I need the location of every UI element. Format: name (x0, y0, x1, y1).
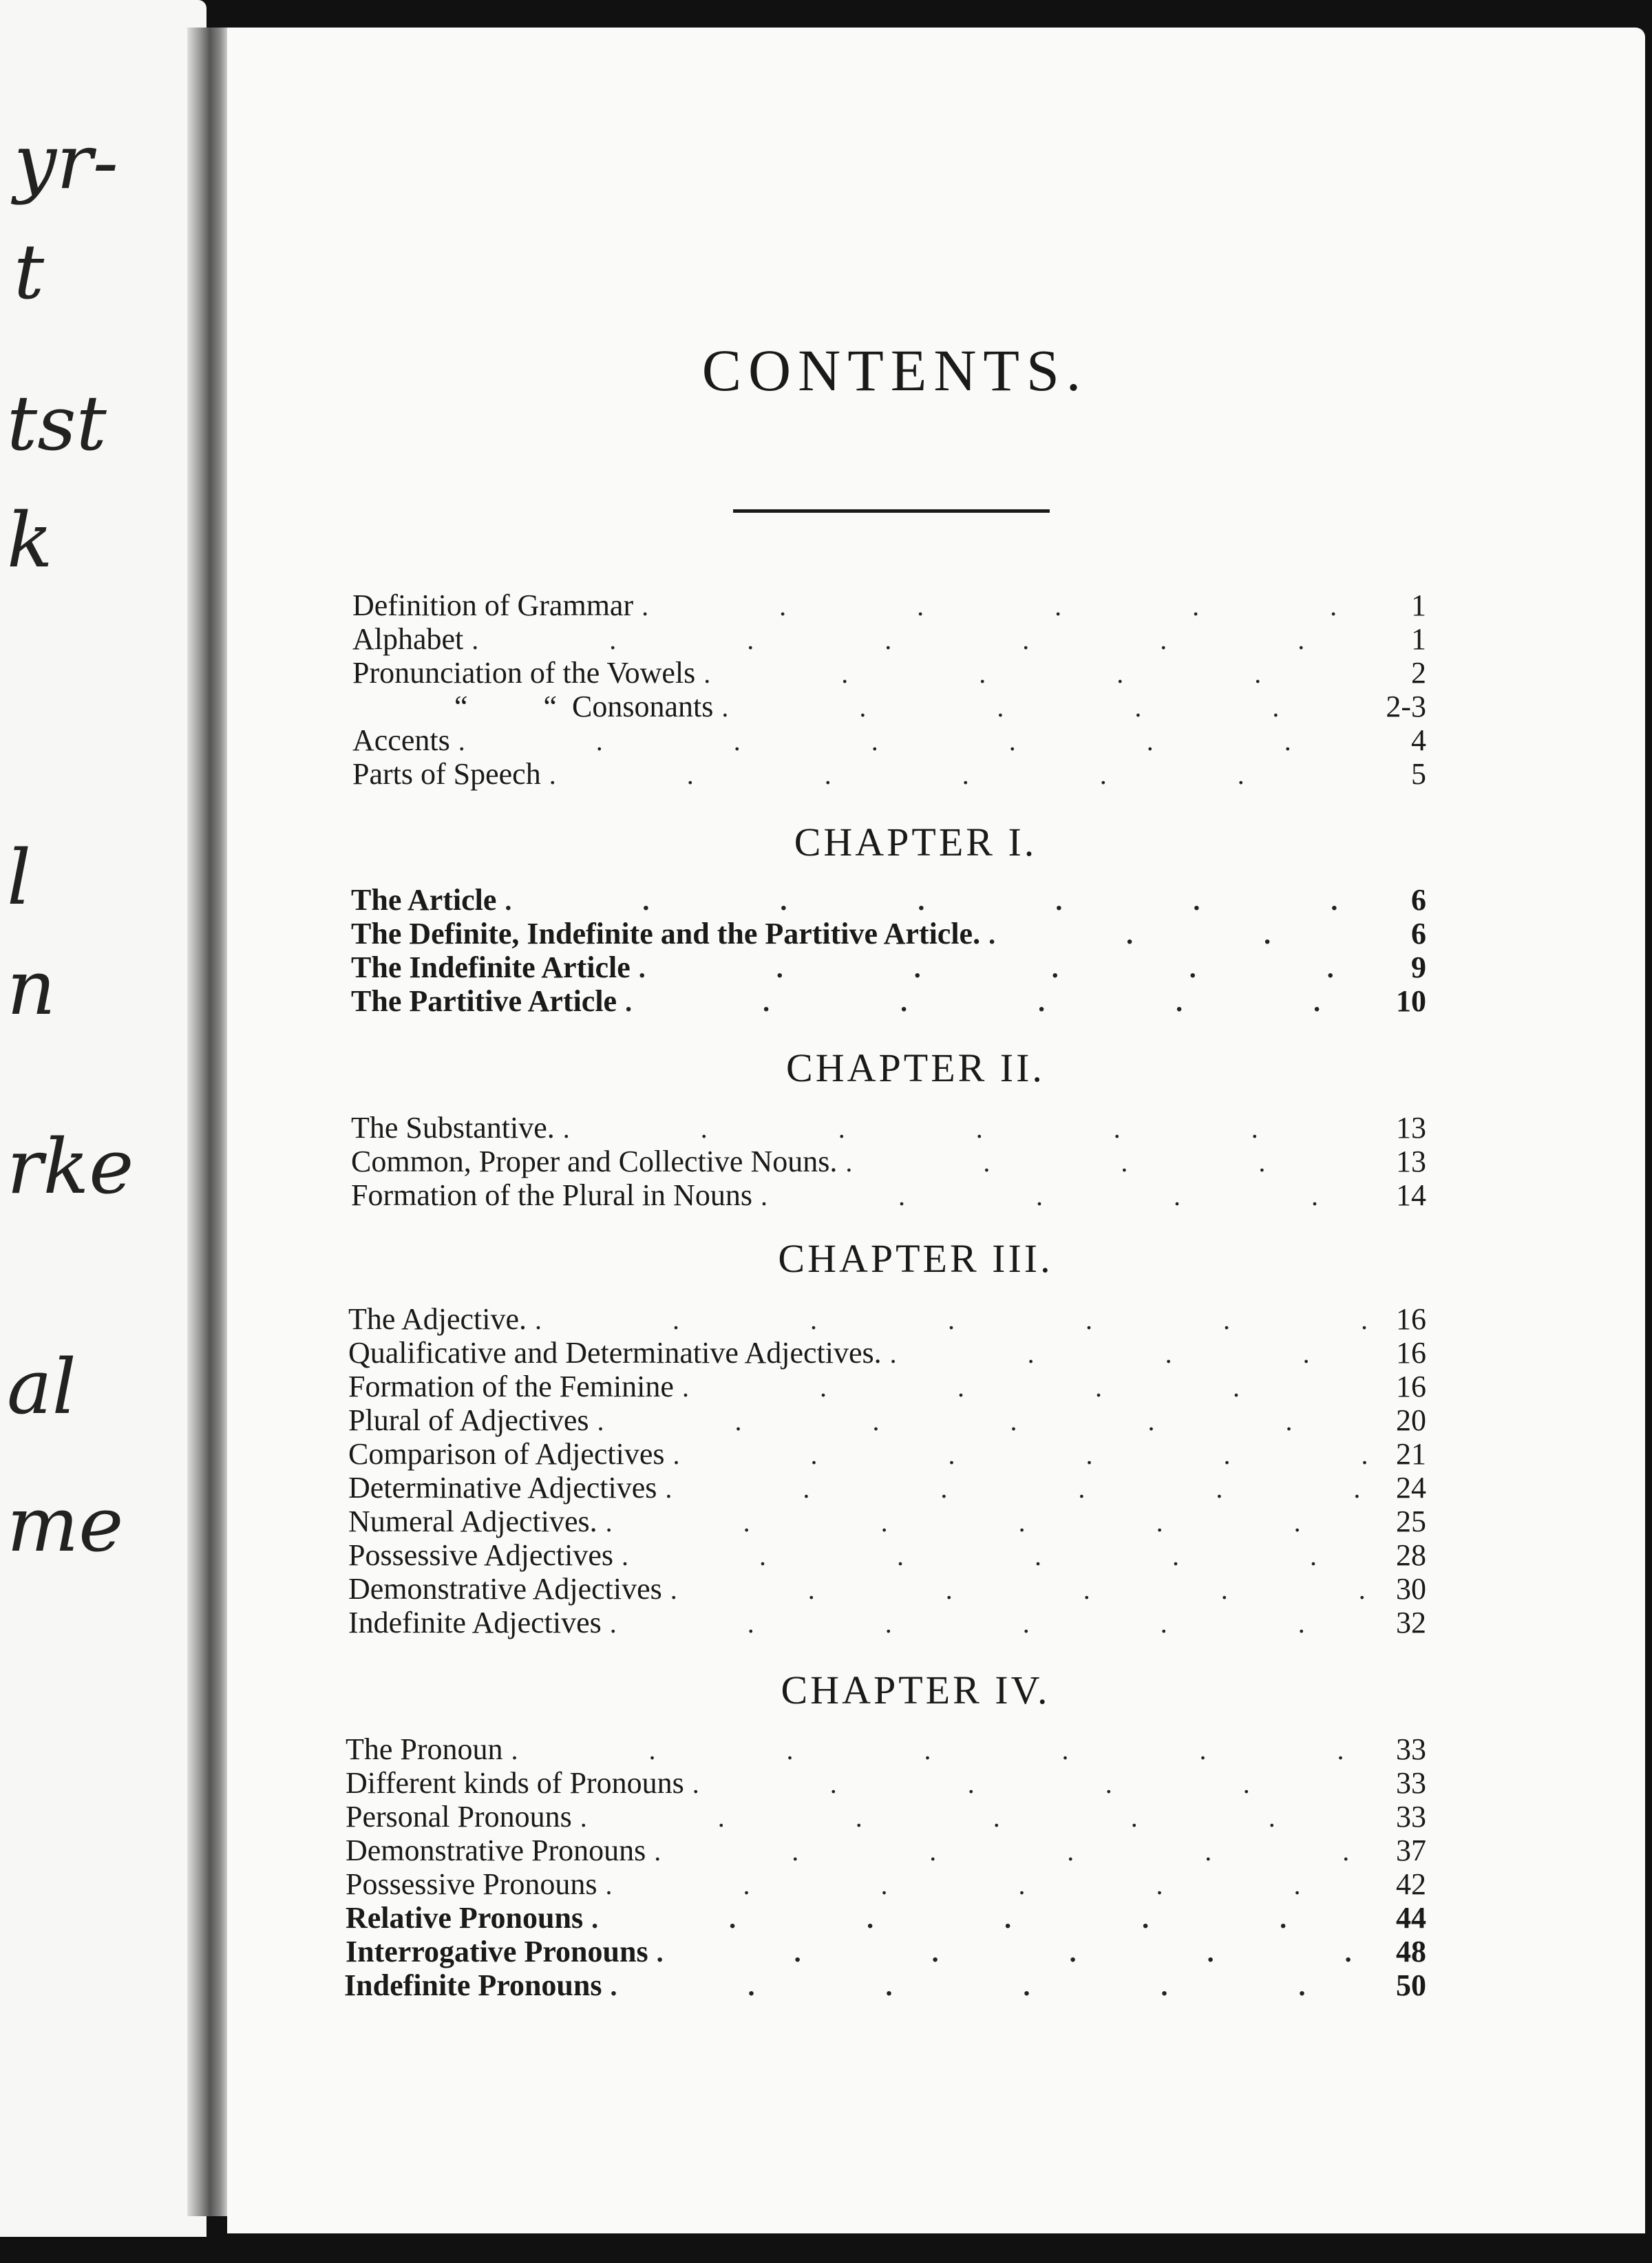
leader-dots (611, 1968, 1370, 2004)
toc-entry (351, 883, 1426, 917)
entry-label: The Substantive. (351, 1111, 555, 1145)
entry-page: 4 (1411, 723, 1426, 757)
entry-page: 24 (1396, 1471, 1426, 1505)
toc-entry (346, 1800, 1426, 1834)
entry-page: 16 (1396, 1370, 1426, 1403)
toc-entry (348, 1302, 1426, 1337)
entry-page: 2 (1411, 656, 1426, 690)
leader-dots (625, 984, 1370, 1019)
entry-page: 21 (1396, 1437, 1426, 1471)
entry-page: 10 (1396, 984, 1426, 1018)
entry-label: The Article (351, 883, 497, 917)
entry-label: Pronunciation of the Vowels (352, 656, 696, 690)
leader-dots (657, 1935, 1370, 1970)
entry-page: 6 (1411, 917, 1426, 950)
entry-label: Comparison of Adjectives (348, 1437, 665, 1471)
leader-dots (580, 1800, 1370, 1835)
toc-entry (352, 723, 1426, 758)
leader-dots (511, 1732, 1370, 1767)
entry-label: Parts of Speech (352, 757, 541, 791)
leader-dots (610, 1606, 1370, 1641)
entry-page: 50 (1396, 1968, 1426, 2002)
leader-dots (654, 1834, 1370, 1869)
entry-page: 33 (1396, 1800, 1426, 1834)
chapter-heading: CHAPTER II. (786, 1045, 1045, 1090)
entry-label: The Pronoun (346, 1732, 503, 1766)
entry-label: Determinative Adjectives (348, 1471, 657, 1505)
leader-dots (988, 917, 1370, 952)
toc-entry (348, 1403, 1426, 1438)
entry-label: “ “ Consonants (454, 690, 714, 723)
leader-dots (597, 1403, 1370, 1438)
entry-label: Qualificative and Determinative Adjectives. (348, 1336, 882, 1370)
toc-entry (352, 622, 1426, 657)
entry-label: Alphabet (352, 622, 464, 656)
entry-label: Numeral Adjectives. (348, 1505, 597, 1538)
toc-entry (351, 1111, 1426, 1145)
handwriting-line: me (7, 1480, 124, 1569)
toc-entry (346, 1935, 1426, 1969)
toc-entry (348, 1538, 1426, 1573)
entry-label: Formation of the Feminine (348, 1370, 674, 1403)
handwriting-line: l (7, 833, 32, 922)
entry-page: 28 (1396, 1538, 1426, 1572)
entry-label: The Partitive Article (351, 984, 617, 1018)
toc-entry (352, 656, 1426, 690)
entry-label: Accents (352, 723, 450, 757)
entry-page: 13 (1396, 1145, 1426, 1178)
entry-label: Indefinite Adjectives (348, 1606, 602, 1639)
leader-dots (606, 1505, 1370, 1540)
entry-page: 48 (1396, 1935, 1426, 1968)
entry-page: 13 (1396, 1111, 1426, 1145)
entry-label: Possessive Pronouns (346, 1867, 597, 1901)
toc-entry (348, 1370, 1426, 1404)
leader-dots (761, 1178, 1370, 1213)
toc-entry (346, 1867, 1426, 1902)
entry-page: 37 (1396, 1834, 1426, 1867)
entry-page: 14 (1396, 1178, 1426, 1212)
toc-entry (351, 984, 1426, 1019)
handwriting-line: n (7, 944, 56, 1032)
handwriting-line: yr- (14, 118, 118, 206)
entry-label: The Indefinite Article (351, 950, 631, 984)
toc-entry (348, 1505, 1426, 1539)
handwriting-line: tst (7, 379, 107, 467)
toc-entry (351, 950, 1426, 985)
leader-dots (670, 1572, 1370, 1607)
entry-label: Plural of Adjectives (348, 1403, 589, 1437)
entry-page: 44 (1396, 1901, 1426, 1935)
leader-dots (606, 1867, 1370, 1902)
leader-dots (642, 588, 1370, 624)
leader-dots (563, 1111, 1370, 1146)
handwriting-line: k (7, 496, 53, 584)
leader-dots (673, 1437, 1370, 1472)
toc-entry (454, 690, 1426, 724)
leader-dots (845, 1145, 1370, 1180)
handwriting-line: al (7, 1343, 76, 1431)
entry-page: 2-3 (1386, 690, 1426, 723)
entry-label: Personal Pronouns (346, 1800, 572, 1834)
toc-entry (348, 1606, 1426, 1640)
chapter-heading: CHAPTER I. (794, 820, 1037, 864)
entry-page: 30 (1396, 1572, 1426, 1606)
entry-page: 33 (1396, 1732, 1426, 1766)
handwriting-line: rke (7, 1123, 134, 1211)
toc-entry (348, 1471, 1426, 1505)
entry-page: 32 (1396, 1606, 1426, 1639)
leader-dots (703, 656, 1370, 691)
leader-dots (505, 883, 1370, 918)
entry-page: 1 (1411, 588, 1426, 622)
leader-dots (591, 1901, 1370, 1936)
entry-label: The Definite, Indefinite and the Partitive Article. (351, 917, 981, 950)
leader-dots (682, 1370, 1370, 1405)
toc-entry (351, 1178, 1426, 1213)
entry-label: The Adjective. (348, 1302, 527, 1336)
entry-label: Demonstrative Adjectives (348, 1572, 662, 1606)
leader-dots (549, 757, 1370, 792)
entry-label: Formation of the Plural in Nouns (351, 1178, 752, 1212)
entry-page: 6 (1411, 883, 1426, 917)
toc-entry (346, 1901, 1426, 1935)
leader-dots (458, 723, 1370, 758)
entry-page: 25 (1396, 1505, 1426, 1538)
leader-dots (890, 1336, 1370, 1371)
entry-label: Common, Proper and Collective Nouns. (351, 1145, 838, 1178)
toc-entry (344, 1968, 1426, 2003)
toc-entry (348, 1437, 1426, 1472)
chapter-heading: CHAPTER IV. (781, 1668, 1050, 1712)
entry-label: Indefinite Pronouns (344, 1968, 602, 2002)
entry-page: 16 (1396, 1302, 1426, 1336)
entry-label: Relative Pronouns (346, 1901, 584, 1935)
chapter-heading: CHAPTER III. (778, 1236, 1053, 1281)
toc-entry (346, 1732, 1426, 1767)
toc-entry (352, 588, 1426, 623)
entry-page: 9 (1411, 950, 1426, 984)
handwriting-line: t (14, 228, 45, 316)
leader-dots (665, 1471, 1370, 1506)
page-title: CONTENTS. (701, 337, 1088, 403)
entry-page: 20 (1396, 1403, 1426, 1437)
leader-dots (692, 1766, 1370, 1801)
toc-entry (346, 1834, 1426, 1868)
toc-entry (346, 1766, 1426, 1800)
entry-label: Demonstrative Pronouns (346, 1834, 646, 1867)
entry-page: 1 (1411, 622, 1426, 656)
leader-dots (639, 950, 1370, 986)
leader-dots (472, 622, 1370, 657)
toc-entry (351, 1145, 1426, 1179)
entry-page: 16 (1396, 1336, 1426, 1370)
toc-entry (352, 757, 1426, 791)
leader-dots (535, 1302, 1370, 1337)
leader-dots (622, 1538, 1370, 1573)
entry-label: Definition of Grammar (352, 588, 634, 622)
entry-page: 5 (1411, 757, 1426, 791)
leader-dots (721, 690, 1370, 725)
entry-label: Different kinds of Pronouns (346, 1766, 684, 1800)
entry-page: 33 (1396, 1766, 1426, 1800)
entry-page: 42 (1396, 1867, 1426, 1901)
entry-label: Interrogative Pronouns (346, 1935, 648, 1968)
toc-entry (348, 1572, 1426, 1606)
toc-entry (351, 917, 1426, 951)
entry-label: Possessive Adjectives (348, 1538, 613, 1572)
toc-entry (348, 1336, 1426, 1370)
